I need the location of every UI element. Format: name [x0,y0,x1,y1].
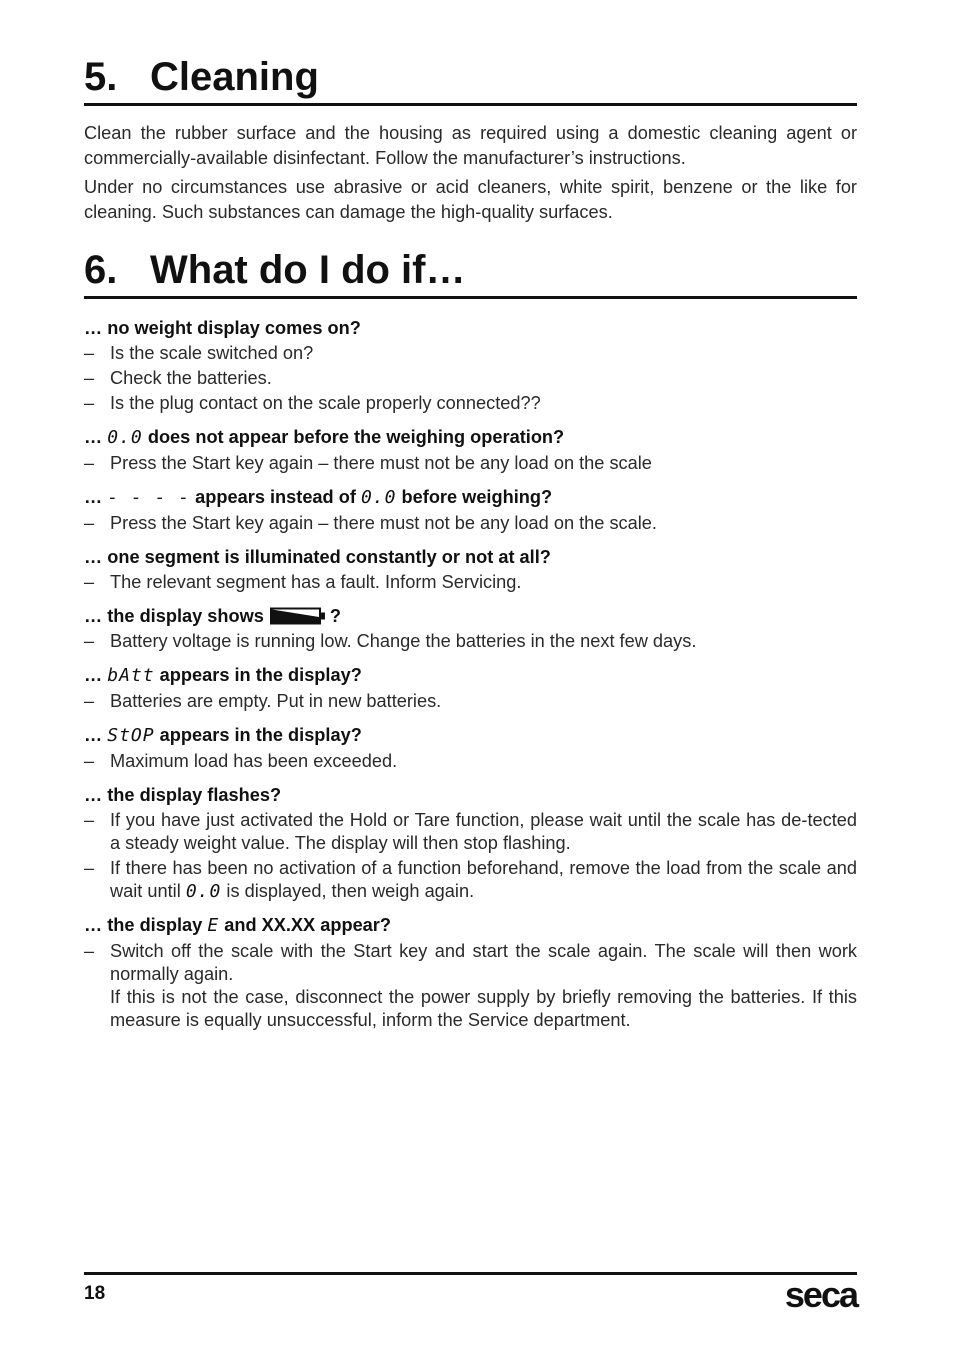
display-segment-text: 0.0 [185,881,222,902]
answer-text: Check the batteries. [110,368,272,388]
faq-answer [84,571,857,594]
faq-item [84,545,857,594]
dash: – [84,393,95,413]
faq-question [84,604,857,628]
dash: – [84,368,95,388]
section-title: What do I do if… [150,248,466,292]
question-prefix: … [84,427,103,447]
manual-page [84,0,857,1352]
faq-item [84,723,857,773]
faq-answer [84,690,857,713]
answer-text: If you have just activated the Hold or Tare function, please wait until the scale has de-tected a steady weight value. The display will then stop flashing. [110,810,857,853]
faq-answer [84,367,857,390]
dash: – [84,631,95,651]
faq-question: … the display flashes? [84,785,282,805]
faq-answer [84,512,857,535]
faq-question [84,663,857,688]
dash: – [84,810,95,830]
question-text: does not appear before the weighing operation? [147,427,565,447]
faq-answer [84,940,857,1032]
faq-question: … one segment is illuminated constantly or not at all? [84,547,551,567]
faq-answer [84,857,857,903]
answer-text: Is the scale switched on? [110,343,314,363]
section-title: Cleaning [150,55,319,99]
answer-text: Switch off the scale with the Start key and start the scale again. The scale will then work normally again. [110,941,857,984]
answer-text: Maximum load has been exceeded. [110,751,398,771]
section-number: 6. [84,248,118,292]
faq-item [84,604,857,653]
section-heading-faq [84,250,466,290]
question-text: before weighing? [401,487,553,507]
faq-question [84,723,857,748]
faq-answer [84,392,857,415]
display-segment-text: StOP [107,725,155,746]
heading-rule [84,296,857,299]
faq-question [84,913,857,938]
dash: – [84,691,95,711]
question-text: appears in the display? [159,665,362,685]
faq-question [84,485,857,510]
answer-text: Batteries are empty. Put in new batteries. [110,691,442,711]
display-segment-text: - - - - [107,487,191,508]
answer-text: If this is not the case, disconnect the power supply by briefly removing the batteries. If this measure is equally unsuccessful, inform the Service department. [110,987,857,1030]
faq-item [84,913,857,1032]
display-segment-text: E [207,915,220,936]
display-segment-text: 0.0 [107,427,143,448]
question-prefix: … [84,487,103,507]
paragraph: Clean the rubber surface and the housing as required using a domestic cleaning agent or commercially-available disinfectant. Follow the manufacturer’s instructions. [84,123,857,168]
footer-rule [84,1272,857,1275]
question-text: and XX.XX appear? [224,915,391,935]
display-segment-text: 0.0 [360,487,397,508]
question-text: appears instead of [195,487,356,507]
faq-item [84,485,857,535]
question-text: appears in the display? [159,725,362,745]
faq-item [84,425,857,475]
faq-list [84,316,857,1042]
page-number: 18 [84,1283,106,1304]
answer-text: The relevant segment has a fault. Inform Servicing. [110,572,522,592]
answer-text: Press the Start key again – there must not be any load on the scale. [110,513,657,533]
dash: – [84,751,95,771]
answer-text: If there has been no activation of a function beforehand, remove the load from the scale and wait until [110,858,857,901]
faq-answer [84,452,857,475]
dash: – [84,343,95,363]
dash: – [84,858,95,878]
faq-answer [84,630,857,653]
brand-logo: seca [784,1274,857,1315]
question-prefix: … the display [84,915,203,935]
dash: – [84,453,95,473]
answer-text: is displayed, then weigh again. [226,881,475,901]
battery-low-icon [270,607,326,625]
faq-answer [84,342,857,365]
faq-answer [84,750,857,773]
heading-rule [84,103,857,106]
section-heading-cleaning [84,57,319,97]
faq-item [84,783,857,903]
answer-text: Is the plug contact on the scale properly connected?? [110,393,541,413]
question-text: ? [329,606,342,626]
faq-item [84,663,857,713]
cleaning-body [84,121,857,229]
answer-text: Press the Start key again – there must not be any load on the scale [110,453,652,473]
faq-answer [84,809,857,855]
question-prefix: … the display shows [84,606,264,626]
answer-text: Battery voltage is running low. Change the batteries in the next few days. [110,631,697,651]
faq-question: … no weight display comes on? [84,318,361,338]
section-number: 5. [84,55,118,99]
faq-question [84,425,857,450]
question-prefix: … [84,725,103,745]
dash: – [84,513,95,533]
question-prefix: … [84,665,103,685]
dash: – [84,941,95,961]
paragraph: Under no circumstances use abrasive or acid cleaners, white spirit, benzene or the like for cleaning. Such substances can damage the high-quality surfaces. [84,177,857,222]
display-segment-text: bAtt [107,665,155,686]
dash: – [84,572,95,592]
faq-item [84,316,857,415]
